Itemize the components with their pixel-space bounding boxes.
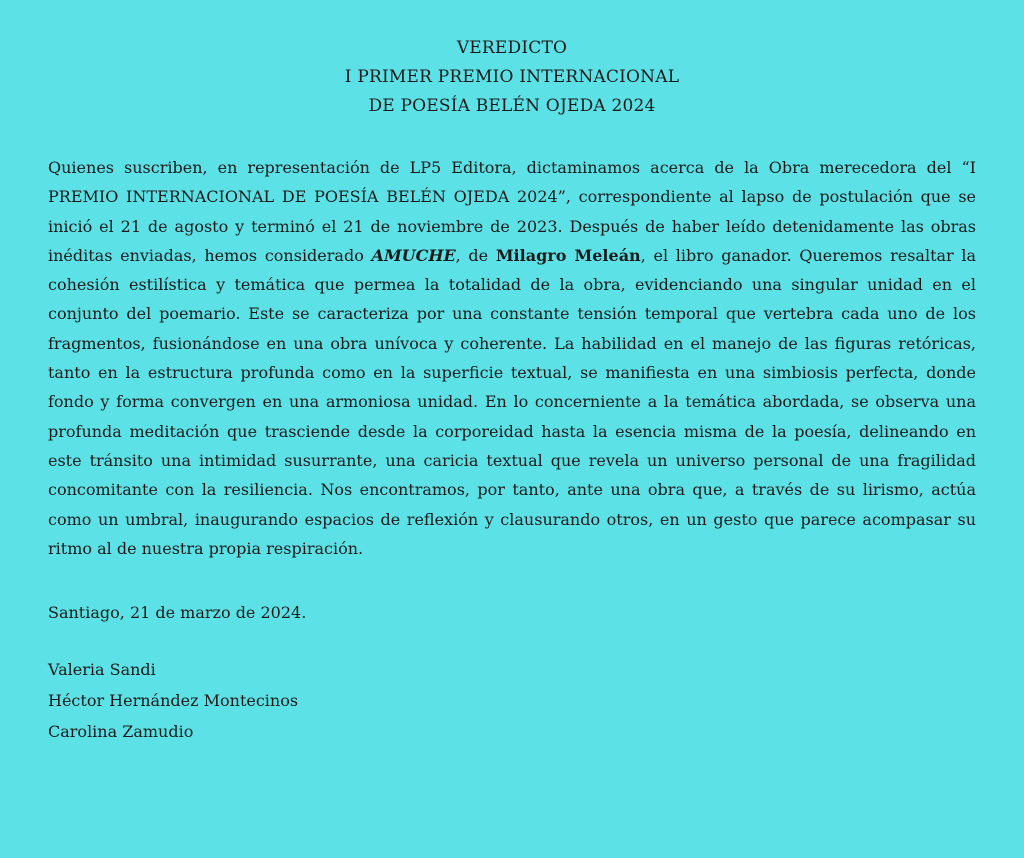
signatories-list (48, 654, 976, 747)
document-title (48, 34, 976, 121)
winning-author-name: Milagro Meleán (495, 245, 641, 265)
paragraph-body: , el libro ganador. Queremos resaltar la cohesión estilística y temática que permea la totalidad de la obra, evidenciando una singular unidad en el conjunto del poemario. Este se caracteriza por una constante tensión temporal que vertebra cada uno de los fragmentos, fusionándose en una obra unívoca y coherente. La habilidad en el manejo de las figuras retóricas, tanto en la estructura profunda como en la superficie textual, se manifiesta en una simbiosis perfecta, donde fondo y forma convergen en una armoniosa unidad. En lo concerniente a la temática abordada, se observa una profunda meditación que trasciende desde la corporeidad hasta la esencia misma de la poesía, delineando en este tránsito una intimidad susurrante, una caricia textual que revela un universo personal de una fragilidad concomitante con la resiliencia. Nos encontramos, por tanto, ante una obra que, a través de su lirismo, actúa como un umbral, inaugurando espacios de reflexión y clausurando otros, en un gesto que parece acompasar su ritmo al de nuestra propia respiración. (48, 245, 977, 558)
signatory-name: Valeria Sandi (48, 660, 156, 680)
verdict-paragraph (48, 153, 976, 563)
signatory-name: Héctor Hernández Montecinos (48, 691, 299, 711)
paragraph-intro: Quienes suscriben, en representación de LP5 Editora, dictaminamos acerca de la Obra merecedora del “I PREMIO INTERNACIONAL DE POESÍA BELÉN OJEDA 2024”, correspondiente al lapso de postulación que se inició el 21 de agosto y terminó el 21 de noviembre de 2023. Después de haber leído detenidamente las obras inéditas enviadas, hemos considerado (48, 158, 976, 265)
title-line-verdict: VEREDICTO (456, 38, 568, 58)
title-line-poetry: DE POESÍA BELÉN OJEDA 2024 (368, 96, 656, 116)
title-line-prize: I PRIMER PREMIO INTERNACIONAL (344, 67, 680, 87)
paragraph-connector: , de (455, 245, 496, 265)
signatory-name: Carolina Zamudio (48, 722, 194, 742)
winning-book-title: AMUCHE (371, 245, 456, 265)
date-line: Santiago, 21 de marzo de 2024. (48, 603, 307, 623)
